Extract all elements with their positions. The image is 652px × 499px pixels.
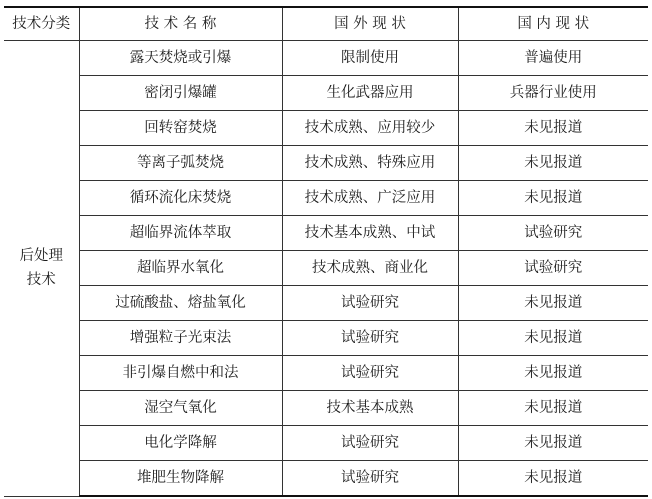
cell-abroad-status: 试验研究 [282,461,458,497]
cell-abroad-status: 试验研究 [282,286,458,321]
cell-technology-name: 增强粒子光束法 [79,321,282,356]
table-row [4,286,648,321]
cell-technology-name: 非引爆自燃中和法 [79,356,282,391]
cell-technology-name: 电化学降解 [79,426,282,461]
cell-domestic-status: 未见报道 [458,146,648,181]
table-header-row [4,7,648,41]
cell-abroad-status: 生化武器应用 [282,76,458,111]
table-row [4,181,648,216]
cell-technology-name: 循环流化床焚烧 [79,181,282,216]
cell-domestic-status: 试验研究 [458,216,648,251]
cell-abroad-status: 试验研究 [282,426,458,461]
cell-domestic-status: 未见报道 [458,356,648,391]
table-row [4,41,648,76]
cell-domestic-status: 兵器行业使用 [458,76,648,111]
cell-technology-name: 湿空气氧化 [79,391,282,426]
cell-domestic-status: 试验研究 [458,251,648,286]
table-row [4,146,648,181]
cell-abroad-status: 技术基本成熟 [282,391,458,426]
cell-abroad-status: 技术基本成熟、中试 [282,216,458,251]
table-row [4,111,648,146]
technology-status-table [4,6,648,497]
cell-technology-name: 过硫酸盐、熔盐氧化 [79,286,282,321]
table-row [4,391,648,426]
table-body [4,41,648,497]
cell-technology-name: 露天焚烧或引爆 [79,41,282,76]
header-category: 技术分类 [4,7,79,41]
table-row [4,251,648,286]
cell-technology-name: 等离子弧焚烧 [79,146,282,181]
header-technology-name: 技 术 名 称 [79,7,282,41]
cell-technology-name: 超临界水氧化 [79,251,282,286]
table-row [4,321,648,356]
cell-technology-name: 超临界流体萃取 [79,216,282,251]
cell-abroad-status: 技术成熟、广泛应用 [282,181,458,216]
cell-technology-name: 回转窑焚烧 [79,111,282,146]
cell-domestic-status: 未见报道 [458,461,648,497]
cell-abroad-status: 限制使用 [282,41,458,76]
table-row [4,216,648,251]
table-row [4,356,648,391]
category-label-line1: 后处理 [19,248,63,265]
category-cell [4,41,79,497]
table-row [4,461,648,497]
cell-abroad-status: 技术成熟、特殊应用 [282,146,458,181]
cell-domestic-status: 未见报道 [458,426,648,461]
table-row [4,76,648,111]
cell-domestic-status: 普遍使用 [458,41,648,76]
cell-domestic-status: 未见报道 [458,111,648,146]
category-label-line2: 技术 [26,272,56,289]
cell-domestic-status: 未见报道 [458,286,648,321]
cell-technology-name: 密闭引爆罐 [79,76,282,111]
cell-abroad-status: 技术成熟、应用较少 [282,111,458,146]
cell-abroad-status: 试验研究 [282,321,458,356]
table-row [4,426,648,461]
cell-abroad-status: 技术成熟、商业化 [282,251,458,286]
cell-domestic-status: 未见报道 [458,391,648,426]
cell-abroad-status: 试验研究 [282,356,458,391]
cell-domestic-status: 未见报道 [458,321,648,356]
header-abroad-status: 国 外 现 状 [282,7,458,41]
header-domestic-status: 国 内 现 状 [458,7,648,41]
cell-domestic-status: 未见报道 [458,181,648,216]
cell-technology-name: 堆肥生物降解 [79,461,282,497]
